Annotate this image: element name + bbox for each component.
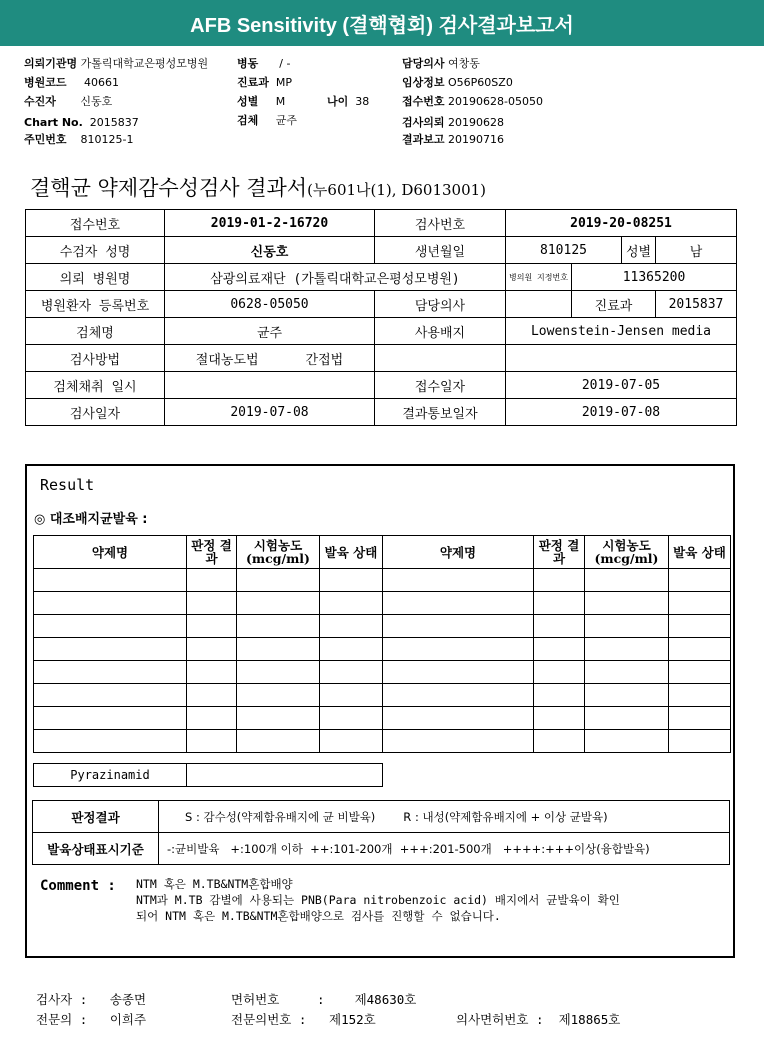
header-chart-no: Chart No. 2015837 <box>24 116 139 129</box>
growth-legend-text: -:균비발육 +:100개 이하 ++:101-200개 +++:201-500개 ++++:+++이상(융합발육) <box>159 833 730 865</box>
table-row <box>34 569 731 592</box>
specialist-no: 전문의번호 : 제152호 <box>231 1012 376 1027</box>
header-resident-no: 주민번호 810125-1 <box>24 133 134 146</box>
method-label: 검사방법 <box>26 345 165 372</box>
judge-header: 판정 결과 <box>534 536 585 569</box>
sex-value: 남 <box>656 237 737 264</box>
method-value: 절대농도법 간접법 <box>165 345 375 372</box>
collect-label: 검체채취 일시 <box>26 372 165 399</box>
drug-header: 약제명 <box>383 536 534 569</box>
receive-label: 접수일자 <box>375 372 506 399</box>
table-row <box>34 730 731 753</box>
pyrazinamide-value <box>187 764 383 787</box>
receive-value: 2019-07-05 <box>506 372 737 399</box>
legend-table <box>32 800 730 865</box>
header-hospital-code: 병원코드 40661 <box>24 76 119 89</box>
test-date-value: 2019-07-08 <box>165 399 375 426</box>
name-value: 신동호 <box>165 237 375 264</box>
document-subtitle: (누601나(1), D6013001) <box>307 181 487 199</box>
name-label: 수검자 성명 <box>26 237 165 264</box>
reg-no-value: 2019-01-2-16720 <box>165 210 375 237</box>
report-title: AFB Sensitivity (결핵협회) 검사결과보고서 <box>190 14 574 37</box>
reg-no-label: 접수번호 <box>26 210 165 237</box>
comment-label: Comment : <box>40 878 116 894</box>
license-no: 면허번호 : 제48630호 <box>231 992 417 1007</box>
header-institution: 의뢰기관명 가톨릭대학교은평성모병원 <box>24 57 209 70</box>
table-row <box>34 707 731 730</box>
specimen-value: 균주 <box>165 318 375 345</box>
control-growth-label: ◎ 대조배지균발육 : <box>34 512 148 527</box>
header-age: 나이 38 <box>327 95 370 108</box>
growth-header: 발육 상태 <box>320 536 383 569</box>
empty-cell <box>375 345 506 372</box>
notify-label: 결과통보일자 <box>375 399 506 426</box>
header-doctor: 담당의사 여창동 <box>402 57 480 70</box>
table-row <box>34 638 731 661</box>
test-no-label: 검사번호 <box>375 210 506 237</box>
medium-label: 사용배지 <box>375 318 506 345</box>
doctor-license-no: 의사면허번호 : 제18865호 <box>456 1012 621 1027</box>
patient-no-value: 0628-05050 <box>165 291 375 318</box>
header-department: 진료과 MP <box>237 76 293 89</box>
dept-label: 진료과 <box>572 291 656 318</box>
header-specimen: 검체 균주 <box>237 114 298 127</box>
comment-text: NTM 혹은 M.TB&NTM혼합배양 NTM과 M.TB 감별에 사용되는 PNB(Para nitrobenzoic acid) 배지에서 균발육이 확인 되어 NTM 혹은 M.TB&NTM혼합배양으로 검사를 진행할 수 없습니다. <box>136 877 620 923</box>
pyrazinamide-row <box>33 763 383 787</box>
tester: 검사자 : 송종면 <box>36 992 147 1007</box>
conc-header: 시험농도 (mcg/ml) <box>237 536 320 569</box>
test-no-value: 2019-20-08251 <box>506 210 737 237</box>
birth-label: 생년월일 <box>375 237 506 264</box>
hospital-id-value: 11365200 <box>572 264 737 291</box>
notify-value: 2019-07-08 <box>506 399 737 426</box>
judge-legend-label: 판정결과 <box>33 801 159 833</box>
hospital-id-label: 병의원 지정번호 <box>506 264 572 291</box>
table-row <box>34 615 731 638</box>
patient-info-table <box>25 209 737 426</box>
empty-cell <box>506 345 737 372</box>
dept-value: 2015837 <box>656 291 737 318</box>
drug-table <box>33 535 731 753</box>
specimen-label: 검체명 <box>26 318 165 345</box>
patient-no-label: 병원환자 등록번호 <box>26 291 165 318</box>
birth-value: 810125 <box>506 237 622 264</box>
header-request-date: 검사의뢰 20190628 <box>402 116 505 129</box>
header-report-date: 결과보고 20190716 <box>402 133 505 146</box>
header-patient: 수진자 신동호 <box>24 95 113 108</box>
specialist: 전문의 : 이희주 <box>36 1012 147 1027</box>
header-sex: 성별 M <box>237 95 286 108</box>
hospital-label: 의뢰 병원명 <box>26 264 165 291</box>
judge-header: 판정 결과 <box>187 536 237 569</box>
doctor-value <box>506 291 572 318</box>
conc-header: 시험농도 (mcg/ml) <box>585 536 669 569</box>
drug-table-header <box>34 536 731 569</box>
pyrazinamide-label: Pyrazinamid <box>34 764 187 787</box>
drug-header: 약제명 <box>34 536 187 569</box>
header-clinical-info: 임상정보 O56P60SZ0 <box>402 76 513 89</box>
hospital-value: 삼광의료재단 (가톨릭대학교은평성모병원) <box>165 264 506 291</box>
test-date-label: 검사일자 <box>26 399 165 426</box>
table-row <box>34 661 731 684</box>
header-ward: 병동 / - <box>237 57 291 70</box>
header-receipt-no: 접수번호 20190628-05050 <box>402 95 543 108</box>
result-title: Result <box>40 476 95 494</box>
medium-value: Lowenstein-Jensen media <box>506 318 737 345</box>
collect-value <box>165 372 375 399</box>
judge-legend-text: S : 감수성(약제함유배지에 균 비발육) R : 내성(약제함유배지에 + 이상 균발육) <box>159 801 730 833</box>
report-title-bar <box>0 0 764 46</box>
document-title: 결핵균 약제감수성검사 결과서(누601나(1), D6013001) <box>30 176 487 200</box>
table-row <box>34 684 731 707</box>
doctor-label: 담당의사 <box>375 291 506 318</box>
table-row <box>34 592 731 615</box>
growth-header: 발육 상태 <box>669 536 731 569</box>
sex-label: 성별 <box>622 237 656 264</box>
growth-legend-label: 발육상태표시기준 <box>33 833 159 865</box>
